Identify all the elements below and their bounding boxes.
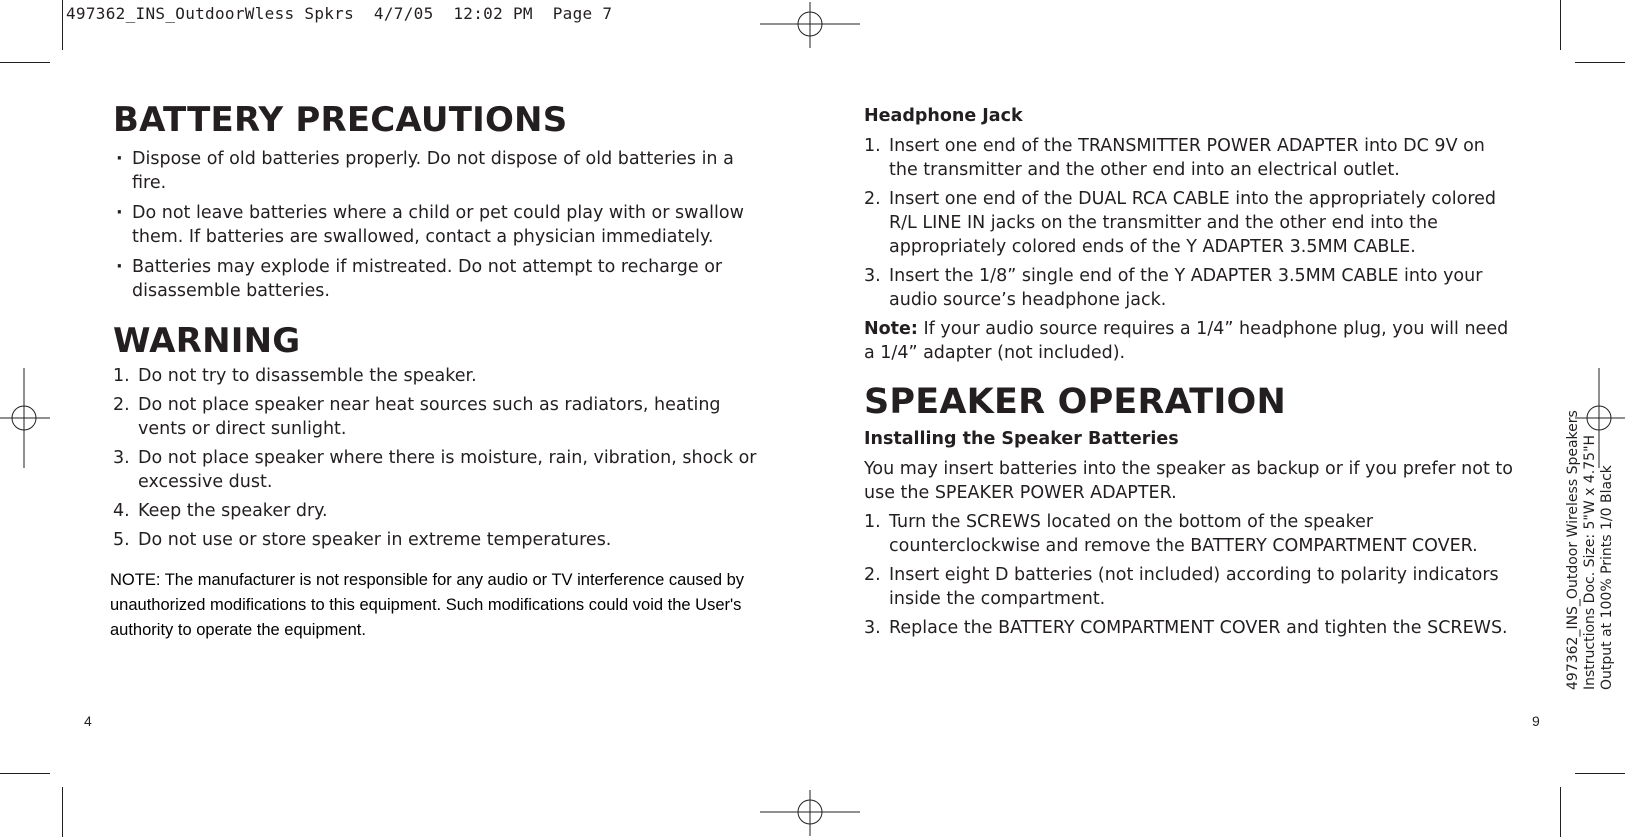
item-number: 3. bbox=[864, 618, 881, 638]
side-info-line: 497362_INS_Outdoor Wireless Speakers bbox=[1565, 410, 1581, 690]
item-text: Insert one end of the TRANSMITTER POWER ADAPTER into DC 9V on the transmitter and the other end into an electrical outlet. bbox=[889, 136, 1485, 180]
item-number: 1. bbox=[864, 136, 881, 156]
item-text: Replace the BATTERY COMPARTMENT COVER and tighten the SCREWS. bbox=[889, 618, 1508, 638]
headphone-note bbox=[864, 317, 1514, 365]
page-number-right: 9 bbox=[1532, 713, 1540, 729]
crop-mark bbox=[62, 787, 63, 837]
installing-batteries-title: Installing the Speaker Batteries bbox=[864, 429, 1179, 449]
item-number: 3. bbox=[864, 266, 881, 286]
item-number: 4. bbox=[113, 500, 130, 521]
battery-precautions-list bbox=[113, 147, 763, 303]
slug-line: 497362_INS_OutdoorWless Spkrs 4/7/05 12:02 PM Page 7 bbox=[66, 4, 613, 23]
list-item bbox=[864, 264, 1514, 312]
item-number: 5. bbox=[113, 529, 130, 550]
note-label: Note: bbox=[864, 319, 918, 339]
note-text: If your audio source requires a 1/4” headphone plug, you will need a 1/4” adapter (not included). bbox=[864, 319, 1509, 363]
list-item: · Batteries may explode if mistreated. Do not attempt to recharge or disassemble batteries. bbox=[113, 255, 763, 303]
speaker-operation-title: SPEAKER OPERATION bbox=[864, 382, 1286, 422]
warning-title: WARNING bbox=[113, 320, 301, 361]
side-info-line: Instructions Doc. Size: 5"W x 4.75"H bbox=[1582, 434, 1598, 690]
headphone-jack-title: Headphone Jack bbox=[864, 106, 1023, 126]
fcc-note: NOTE: The manufacturer is not responsible for any audio or TV interference caused by unauthorized modifications to this equipment. Such modifications could void the User's authority to operate the equipment. bbox=[110, 570, 745, 639]
left-page bbox=[110, 100, 763, 643]
crop-mark bbox=[1575, 62, 1625, 63]
list-item bbox=[864, 187, 1514, 259]
item-text: Do not place speaker where there is moisture, rain, vibration, shock or excessive dust. bbox=[138, 447, 757, 492]
list-item: · Dispose of old batteries properly. Do not dispose of old batteries in a fire. bbox=[113, 147, 763, 195]
list-item bbox=[113, 528, 763, 552]
list-item: · Do not leave batteries where a child or pet could play with or swallow them. If batteries are swallowed, contact a physician immediately. bbox=[113, 201, 763, 249]
item-text: Do not place speaker near heat sources such as radiators, heating vents or direct sunlight. bbox=[138, 394, 721, 439]
item-number: 2. bbox=[864, 189, 881, 209]
registration-mark-icon bbox=[760, 790, 860, 836]
registration-mark-icon bbox=[0, 368, 50, 468]
list-item bbox=[864, 563, 1514, 611]
item-number: 3. bbox=[113, 447, 130, 468]
list-item bbox=[864, 616, 1514, 640]
item-text: Insert eight D batteries (not included) according to polarity indicators inside the compartment. bbox=[889, 565, 1499, 609]
item-text: Insert one end of the DUAL RCA CABLE into the appropriately colored R/L LINE IN jacks on the transmitter and the other end into the appropriately colored ends of the Y ADAPTER 3.5MM CABLE. bbox=[889, 189, 1497, 257]
list-item bbox=[864, 134, 1514, 182]
battery-precautions-title: BATTERY PRECAUTIONS bbox=[113, 100, 568, 140]
right-page bbox=[864, 104, 1514, 645]
crop-mark bbox=[1560, 787, 1561, 837]
item-number: 2. bbox=[113, 394, 130, 415]
headphone-steps bbox=[864, 134, 1514, 312]
list-item bbox=[113, 446, 763, 494]
list-item bbox=[113, 364, 763, 388]
item-number: 2. bbox=[864, 565, 881, 585]
crop-mark bbox=[0, 62, 50, 63]
item-text: Do not try to disassemble the speaker. bbox=[138, 365, 477, 386]
crop-mark bbox=[62, 0, 63, 50]
crop-mark bbox=[1560, 0, 1561, 50]
side-info-line: Output at 100% Prints 1/0 Black bbox=[1599, 465, 1615, 690]
list-item bbox=[864, 510, 1514, 558]
page-number-left: 4 bbox=[84, 713, 92, 729]
item-text: Keep the speaker dry. bbox=[138, 500, 328, 521]
item-text: Do not use or store speaker in extreme temperatures. bbox=[138, 529, 612, 550]
registration-mark-icon bbox=[760, 2, 860, 48]
crop-mark bbox=[0, 773, 50, 774]
item-number: 1. bbox=[113, 365, 130, 386]
item-number: 1. bbox=[864, 512, 881, 532]
list-item bbox=[113, 499, 763, 523]
item-text: Turn the SCREWS located on the bottom of the speaker counterclockwise and remove the BATTERY COMPARTMENT COVER. bbox=[889, 512, 1478, 556]
install-steps bbox=[864, 510, 1514, 640]
item-text: Insert the 1/8” single end of the Y ADAPTER 3.5MM CABLE into your audio source’s headphone jack. bbox=[889, 266, 1483, 310]
install-intro: You may insert batteries into the speaker as backup or if you prefer not to use the SPEAKER POWER ADAPTER. bbox=[864, 459, 1513, 503]
list-item bbox=[113, 393, 763, 441]
crop-mark bbox=[1575, 773, 1625, 774]
warning-list bbox=[113, 364, 763, 552]
side-job-info bbox=[1565, 410, 1616, 690]
